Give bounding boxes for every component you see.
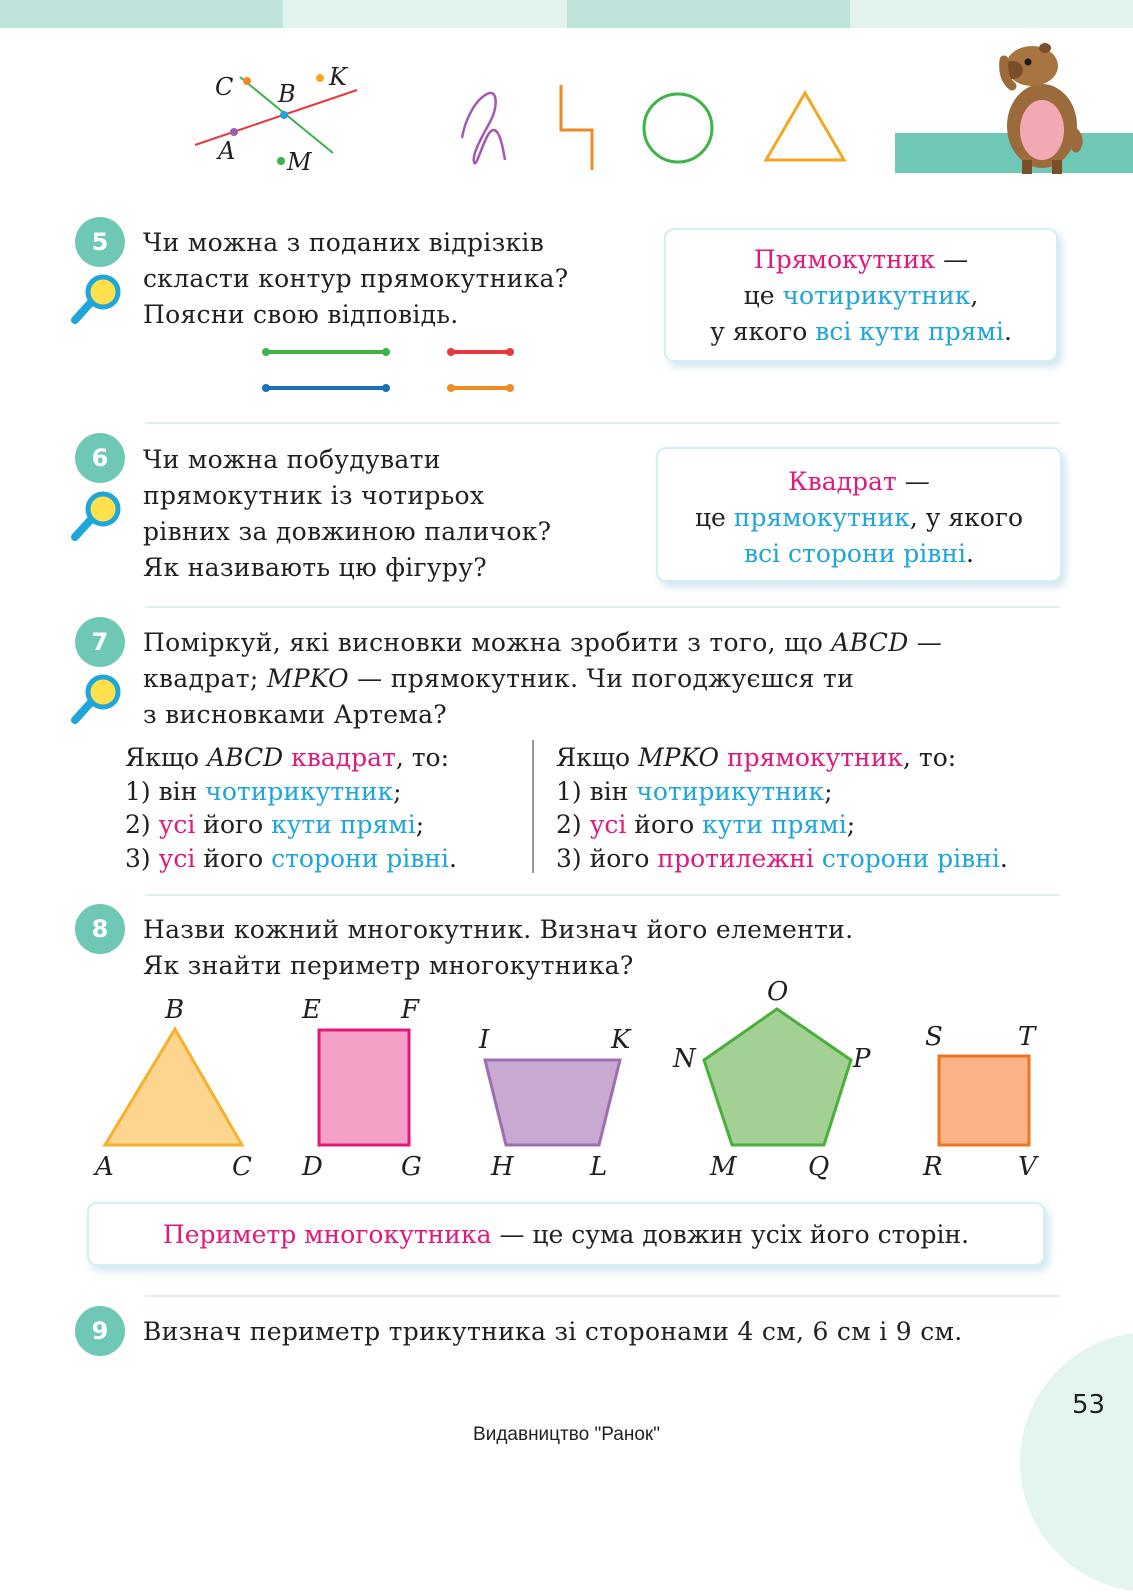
vertex-label-g: G — [401, 1152, 422, 1182]
top-color-bar — [0, 0, 1133, 28]
vertex-label-d: D — [302, 1152, 323, 1182]
task-number-9: 9 — [75, 1306, 125, 1356]
pentagon-opqmn — [704, 1009, 851, 1145]
triangle-outline-figure — [760, 88, 850, 166]
task-6-line: рівних за довжиною паличок? — [143, 517, 552, 546]
def-term: Прямокутник — [753, 245, 936, 274]
column-divider — [532, 740, 534, 873]
point-label-a: A — [218, 137, 236, 165]
vertex-label-q: Q — [808, 1152, 830, 1182]
magnifier-icon — [68, 490, 126, 544]
triangle-abc — [105, 1029, 242, 1145]
page-corner-decoration — [1020, 1332, 1133, 1592]
segments-figure — [258, 340, 523, 400]
curve-figure — [450, 80, 520, 175]
task-8-line: Як знайти периметр многокутника? — [143, 951, 634, 980]
magnifier-icon — [68, 673, 126, 727]
vertex-label-e: E — [302, 995, 321, 1025]
task-number-8: 8 — [75, 904, 125, 954]
vertex-label-p: P — [853, 1044, 871, 1074]
task-6-line: Чи можна побудувати — [143, 445, 441, 474]
polygons-figure — [0, 975, 1133, 1190]
vertex-label-a: A — [95, 1152, 114, 1182]
vertex-label-c: C — [232, 1152, 252, 1182]
task-5-text — [143, 225, 568, 333]
section-divider — [145, 894, 1060, 896]
section-divider — [145, 606, 1060, 608]
task-6-text — [143, 442, 551, 586]
task-8-text — [143, 912, 853, 984]
vertex-label-o: O — [767, 977, 789, 1007]
rectangle-definition-box: Прямокутник — це чотирикутник, у якого всі кути прямі. — [664, 228, 1058, 362]
magnifier-icon — [68, 273, 126, 327]
task-6-line: Як називають цю фігуру? — [143, 553, 487, 582]
def-term: Периметр многокутника — [162, 1220, 492, 1249]
task-5-line: скласти контур прямокутника? — [143, 264, 569, 293]
vertex-label-n: N — [673, 1044, 696, 1074]
task-6-line: прямокутник із чотирьох — [143, 481, 485, 510]
square-conclusions: Якщо ABCD квадрат, то: 1) він чотирикутник; 2) усі його кути прямі; 3) усі його сторони рівні. — [125, 743, 457, 873]
vertex-label-b: B — [165, 995, 185, 1025]
vertex-label-s: S — [925, 1022, 943, 1052]
vertex-label-r: R — [923, 1152, 943, 1182]
perimeter-definition-box: Периметр многокутника — це сума довжин усіх його сторін. — [87, 1202, 1045, 1266]
circle-figure — [640, 90, 716, 166]
publisher-credit: Видавництво "Ранок" — [473, 1424, 660, 1445]
capybara-mascot — [990, 38, 1100, 176]
square-definition-box: Квадрат — це прямокутник, у якого всі сторони рівні. — [656, 447, 1062, 582]
trapezoid-iklh — [485, 1060, 620, 1145]
point-label-c: C — [215, 73, 234, 101]
point-label-k: K — [329, 63, 347, 91]
vertex-label-m: M — [710, 1152, 737, 1182]
section-divider — [145, 1295, 1060, 1297]
task-8-line: Назви кожний многокутник. Визнач його елементи. — [143, 915, 854, 944]
rectangle-conclusions: Якщо MPKO прямокутник, то: 1) він чотирикутник; 2) усі його кути прямі; 3) його протилежні сторони рівні. — [556, 743, 1008, 873]
rectangle-efgd — [319, 1030, 409, 1145]
section-divider — [145, 422, 1060, 424]
vertex-label-h: H — [491, 1152, 514, 1182]
broken-line-figure — [550, 80, 600, 175]
task-9-text: Визнач периметр трикутника зі сторонами 4 см, 6 см і 9 см. — [143, 1317, 963, 1346]
vertex-label-t: T — [1018, 1022, 1036, 1052]
def-term: Квадрат — [788, 467, 897, 496]
point-label-m: M — [287, 148, 312, 176]
vertex-label-v: V — [1018, 1152, 1037, 1182]
vertex-label-l: L — [590, 1152, 608, 1182]
vertex-label-k: K — [611, 1025, 631, 1055]
square-stvr — [939, 1056, 1029, 1145]
task-number-6: 6 — [75, 433, 125, 483]
task-7-text: Поміркуй, які висновки можна зробити з того, що ABCD — квадрат; MPKO — прямокутник. Чи погоджуєшся ти з висновками Артема? — [143, 628, 943, 729]
lines-points-figure — [185, 55, 375, 185]
point-label-b: B — [278, 80, 296, 108]
task-number-7: 7 — [75, 617, 125, 667]
vertex-label-f: F — [401, 995, 420, 1025]
page-number: 53 — [1072, 1390, 1106, 1420]
task-5-line: Поясни свою відповідь. — [143, 300, 459, 329]
task-number-5: 5 — [75, 217, 125, 267]
task-5-line: Чи можна з поданих відрізків — [143, 228, 545, 257]
vertex-label-i: I — [479, 1025, 490, 1055]
